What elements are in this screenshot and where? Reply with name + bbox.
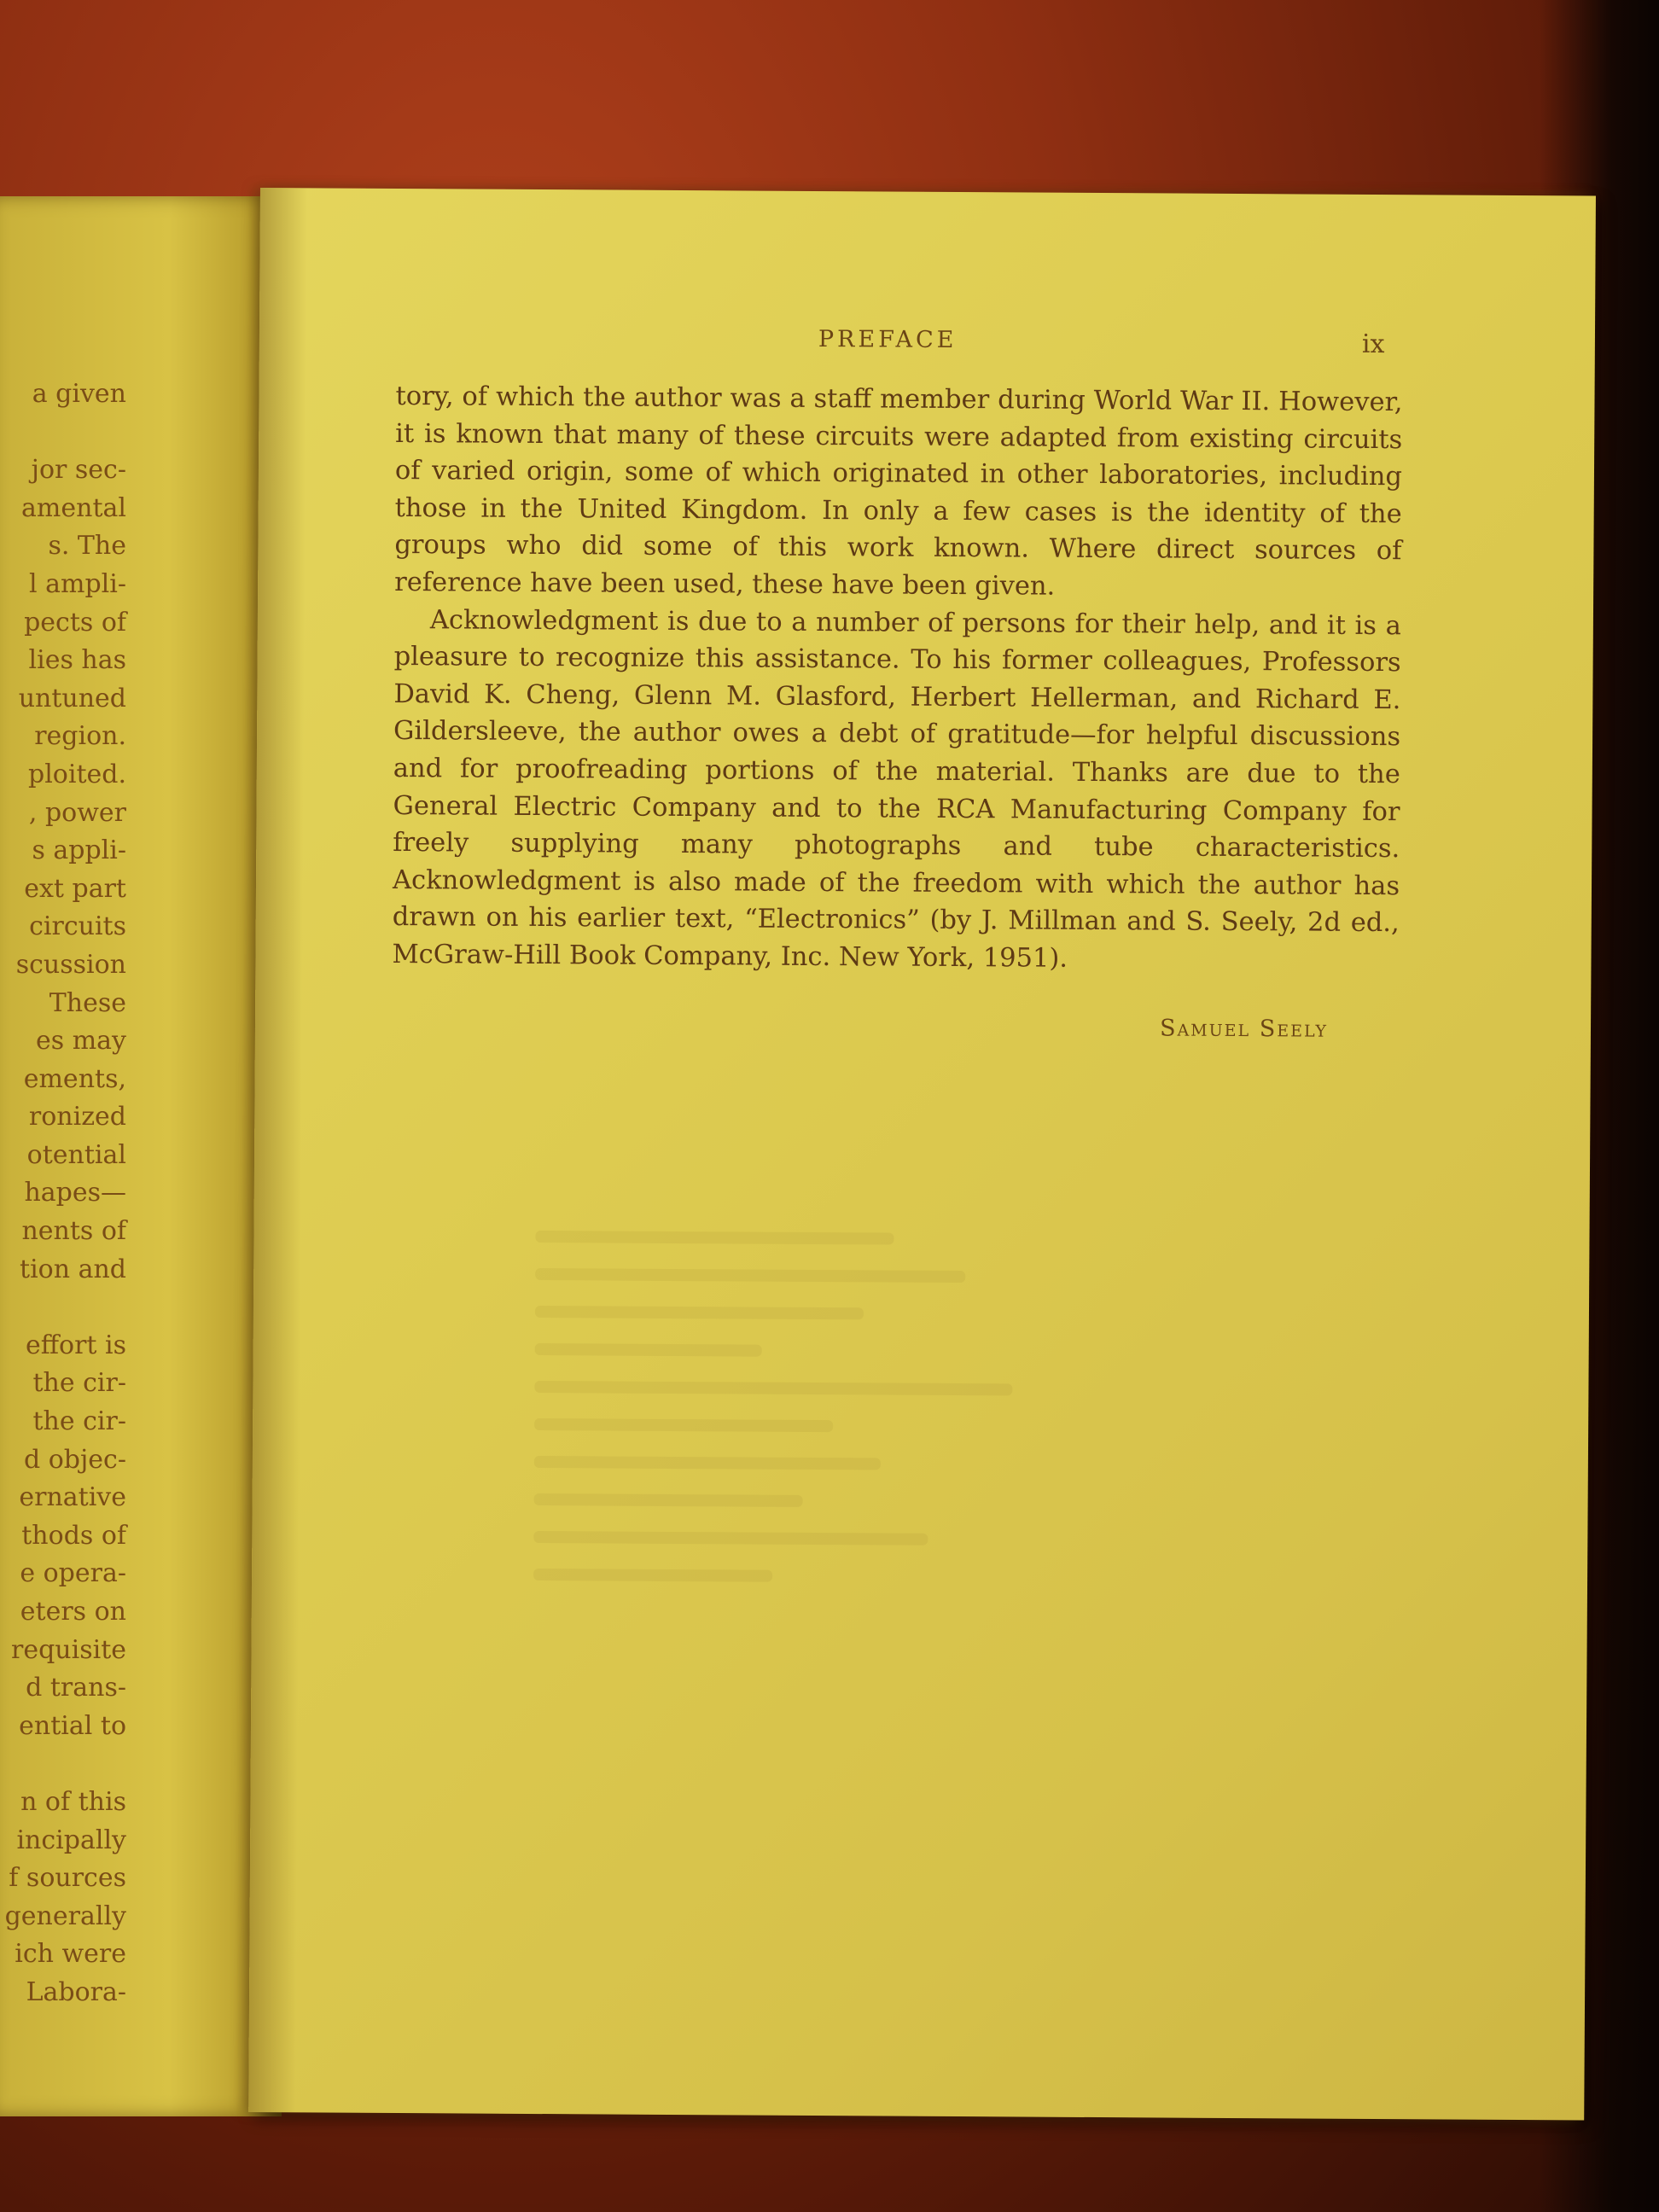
right-page: [248, 188, 1596, 2121]
left-page-line: amental: [21, 492, 126, 523]
left-page-line: the cir-: [32, 1406, 126, 1437]
left-page-line: incipally: [16, 1825, 126, 1855]
show-through-text: [533, 1231, 1133, 1610]
left-page-line: Labora-: [26, 1976, 126, 2007]
left-page-line: These: [49, 987, 126, 1018]
left-page-line: requisite: [10, 1634, 126, 1665]
left-page: [0, 196, 282, 2116]
left-page-line: ential to: [19, 1710, 126, 1741]
left-page-line: circuits: [29, 911, 126, 942]
left-page-line: generally: [4, 1901, 126, 1931]
left-page-line: jor sec-: [31, 455, 126, 486]
left-page-line: [0, 414, 126, 452]
left-page-line: f sources: [9, 1863, 126, 1894]
left-page-line: pects of: [24, 607, 126, 637]
left-page-line: ext part: [24, 873, 126, 904]
left-page-line: s appli-: [32, 835, 126, 866]
left-page-line: effort is: [25, 1330, 126, 1360]
left-page-line: , power: [28, 797, 126, 828]
left-page-line: thods of: [21, 1520, 126, 1551]
page-number: ix: [1361, 329, 1385, 360]
left-page-line: the cir-: [32, 1368, 126, 1399]
left-page-line: lies has: [28, 645, 126, 676]
left-page-line: ich were: [15, 1939, 126, 1970]
left-page-line: d trans-: [26, 1673, 126, 1703]
left-page-line: s. The: [48, 531, 126, 562]
left-page-line: ernative: [19, 1482, 126, 1513]
left-page-line: n of this: [20, 1786, 126, 1817]
left-page-line: ronized: [28, 1102, 126, 1132]
preface-paragraph-2: Acknowledgment is due to a number of persons for their help, and it is a pleasure to recognize this assistance. To his former colleagues, Professors David K. Cheng, Glenn M. Glasford, Herbert Hellerman, and Richard E. Gildersleeve, the author owes a debt of gratitude—for helpful discussions and for proofreading portions of the material. Thanks are due to the General Electric Company and to the RCA Manufacturing Company for freely supplying many photographs and tube characteristics. Acknowledgment is also made of the freedom with which the author has drawn on his earlier text, “Electronics” (by J. Millman and S. Seely, 2d ed., McGraw-Hill Book Company, Inc. New York, 1951).: [392, 604, 1401, 974]
running-head: [259, 323, 1595, 360]
left-page-line: l ampli-: [29, 568, 126, 599]
left-page-line: e opera-: [20, 1558, 126, 1589]
left-page-line: untuned: [18, 683, 126, 713]
preface-paragraph-1: tory, of which the author was a staff member during World War II. However, it is known that many of these circuits were adapted from existing circuits of varied origin, some of which originated in other laboratories, including those in the United Kingdom. In only a few cases is the identity of the groups who did some of this work known. Where direct sources of reference have been used, these have been given.: [394, 381, 1403, 602]
left-page-line: eters on: [20, 1597, 126, 1627]
left-page-line: es may: [36, 1026, 126, 1057]
left-page-line: [0, 1745, 126, 1784]
left-page-line: hapes—: [24, 1178, 126, 1208]
left-page-line: d objec-: [24, 1444, 126, 1475]
left-page-line: otential: [26, 1139, 126, 1170]
left-page-line: ements,: [23, 1063, 126, 1094]
author-signature: Samuel Seely: [1159, 1015, 1329, 1043]
left-page-line: nents of: [21, 1216, 126, 1247]
left-page-line: region.: [34, 721, 126, 752]
left-page-line: a given: [32, 379, 126, 409]
left-page-line: [0, 1289, 126, 1327]
running-head-title: PREFACE: [818, 325, 958, 353]
left-page-line: scussion: [15, 949, 126, 980]
preface-body: [392, 378, 1402, 980]
left-page-line: ploited.: [27, 759, 126, 789]
left-page-text: [0, 375, 126, 2012]
left-page-line: tion and: [20, 1254, 126, 1284]
